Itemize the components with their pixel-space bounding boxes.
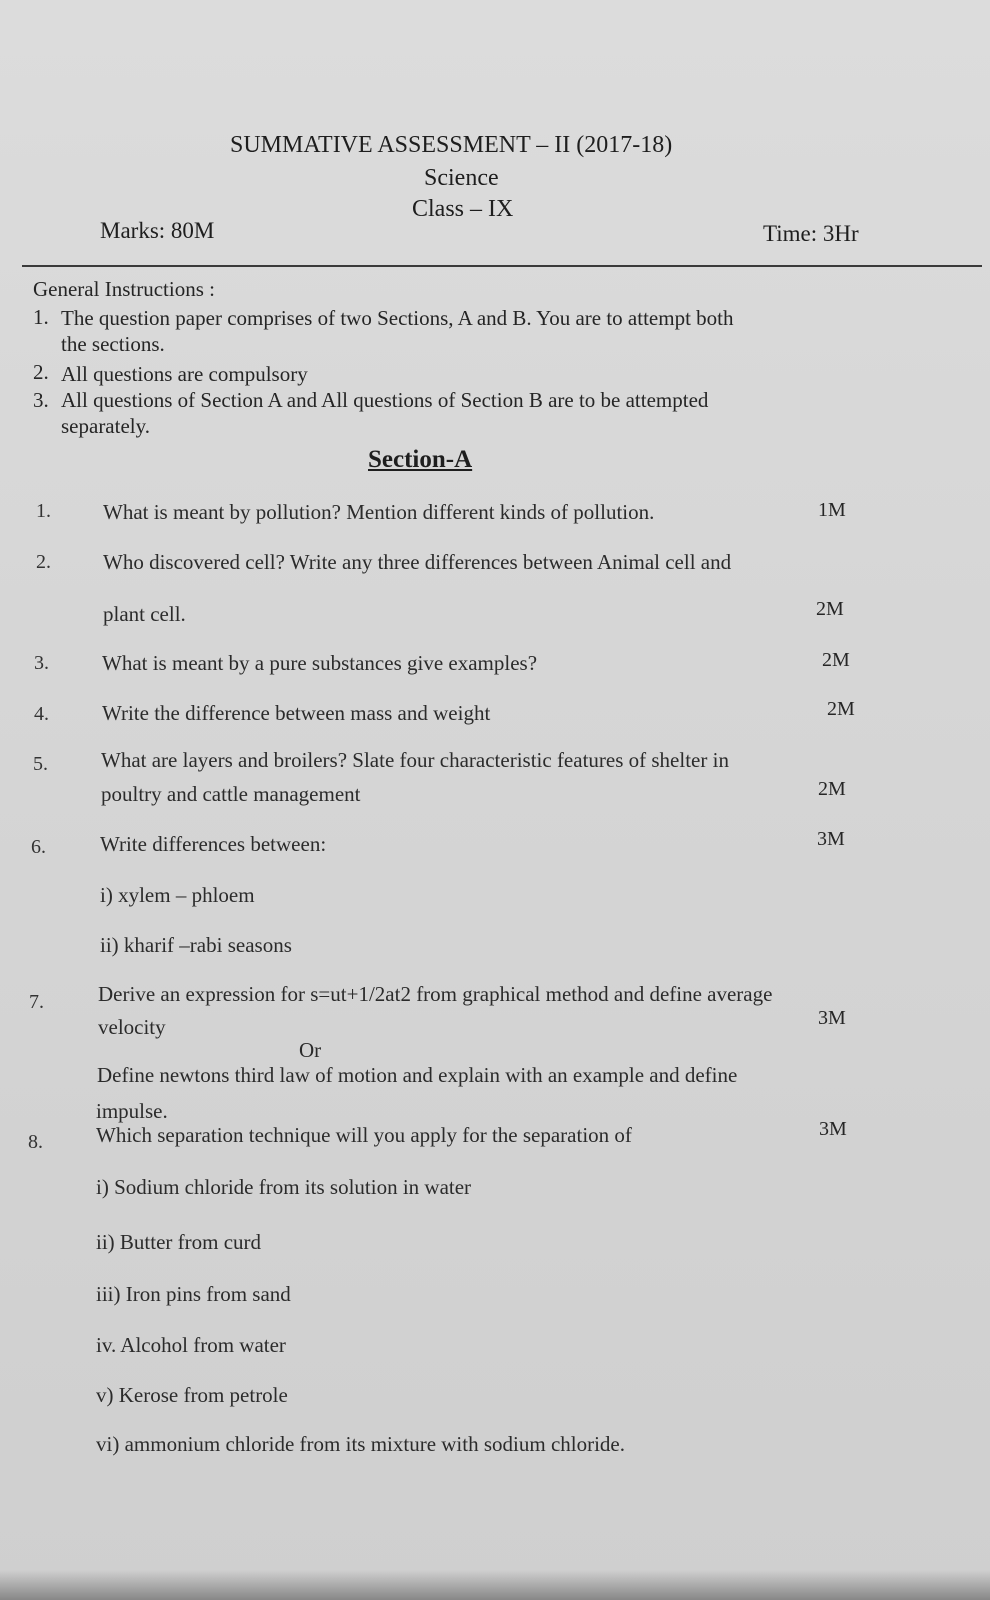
question-text: Which separation technique will you apply for the separation of <box>96 1123 632 1147</box>
exam-time: Time: 3Hr <box>763 221 859 246</box>
instruction-text: The question paper comprises of two Sections, A and B. You are to attempt both <box>61 306 734 330</box>
question-text: What are layers and broilers? Slate four characteristic features of shelter in <box>101 748 729 772</box>
question-text: What is meant by pollution? Mention different kinds of pollution. <box>103 500 655 524</box>
question-number: 2. <box>36 551 51 573</box>
exam-title: SUMMATIVE ASSESSMENT – II (2017-18) <box>230 132 673 158</box>
question-marks: 2M <box>816 598 844 620</box>
question-number: 5. <box>33 753 48 775</box>
sub-item: ii) Butter from curd <box>96 1230 262 1254</box>
question-text-continued: poultry and cattle management <box>101 782 361 806</box>
total-marks: Marks: 80M <box>100 218 215 243</box>
header-divider <box>22 265 982 267</box>
question-number: 4. <box>34 703 49 725</box>
question-text: Write differences between: <box>100 832 327 856</box>
sub-item: i) xylem – phloem <box>100 883 255 907</box>
sub-item: vi) ammonium chloride from its mixture with sodium chloride. <box>96 1432 625 1456</box>
question-text-continued: velocity <box>98 1015 166 1039</box>
instruction-text: the sections. <box>61 332 165 356</box>
alternative-question: Define newtons third law of motion and explain with an example and define <box>97 1063 738 1087</box>
question-marks: 2M <box>827 698 855 720</box>
question-text: Write the difference between mass and weight <box>102 701 491 725</box>
subject-name: Science <box>424 165 499 191</box>
question-text: Who discovered cell? Write any three differences between Animal cell and <box>103 550 732 574</box>
or-separator: Or <box>299 1038 322 1062</box>
question-number: 1. <box>36 500 51 522</box>
question-marks: 3M <box>819 1118 847 1140</box>
sub-item: i) Sodium chloride from its solution in water <box>96 1175 472 1199</box>
question-number: 3. <box>34 652 49 674</box>
class-name: Class – IX <box>412 196 514 222</box>
instruction-number: 1. <box>33 305 49 329</box>
instruction-text: All questions of Section A and All questions of Section B are to be attempted <box>61 388 709 412</box>
instructions-heading: General Instructions : <box>33 277 215 301</box>
question-marks: 1M <box>818 499 846 521</box>
sub-item: iv. Alcohol from water <box>96 1333 286 1357</box>
instruction-text: All questions are compulsory <box>61 362 308 386</box>
instruction-number: 3. <box>33 388 49 412</box>
question-number: 6. <box>31 836 46 858</box>
alternative-question-continued: impulse. <box>96 1099 168 1123</box>
question-text: What is meant by a pure substances give examples? <box>102 651 538 675</box>
sub-item: iii) Iron pins from sand <box>96 1282 291 1306</box>
question-text-continued: plant cell. <box>103 602 186 626</box>
question-number: 8. <box>28 1131 43 1153</box>
instruction-text: separately. <box>61 414 151 438</box>
question-text: Derive an expression for s=ut+1/2at2 from graphical method and define average <box>98 982 773 1006</box>
instruction-number: 2. <box>33 360 49 384</box>
sub-item: v) Kerose from petrole <box>96 1383 288 1407</box>
question-marks: 2M <box>822 649 850 671</box>
question-number: 7. <box>29 991 44 1013</box>
page-edge-shadow <box>0 1570 990 1600</box>
question-marks: 3M <box>817 828 845 850</box>
sub-item: ii) kharif –rabi seasons <box>100 933 292 957</box>
question-marks: 2M <box>818 778 846 800</box>
question-marks: 3M <box>818 1007 846 1029</box>
section-a-heading: Section-A <box>368 446 473 473</box>
